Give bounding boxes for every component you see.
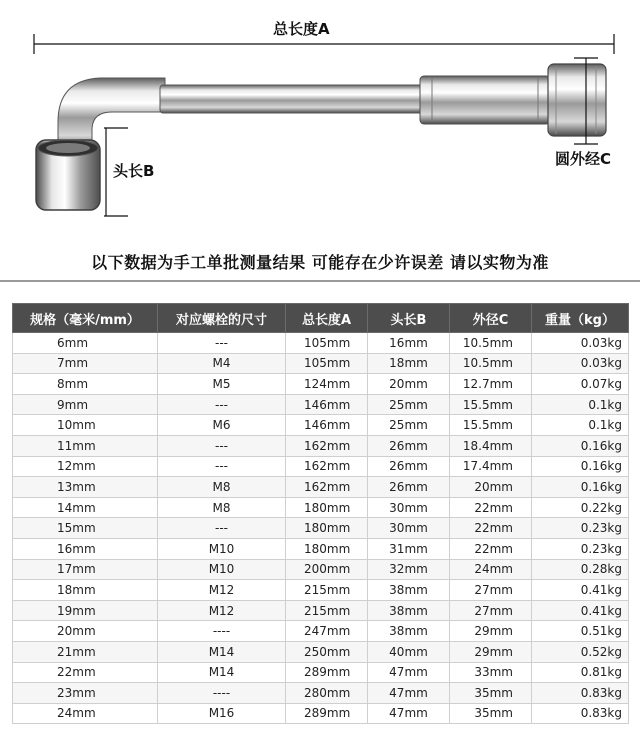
- cell-bolt-size: ----: [158, 683, 286, 704]
- cell-weight: 0.23kg: [532, 518, 629, 539]
- header-bolt-size: 对应螺栓的尺寸: [158, 304, 286, 333]
- cell-total-length: 162mm: [286, 477, 368, 498]
- cell-spec: 14mm: [13, 497, 158, 518]
- total-length-label: 总长度A: [270, 20, 333, 38]
- header-total-length: 总长度A: [286, 304, 368, 333]
- cell-head-length: 18mm: [368, 353, 450, 374]
- cell-bolt-size: M12: [158, 580, 286, 601]
- cell-spec: 17mm: [13, 559, 158, 580]
- cell-bolt-size: M12: [158, 600, 286, 621]
- cell-total-length: 215mm: [286, 600, 368, 621]
- cell-outer-diameter: 15.5mm: [450, 394, 532, 415]
- cell-weight: 0.03kg: [532, 353, 629, 374]
- cell-total-length: 105mm: [286, 353, 368, 374]
- cell-weight: 0.41kg: [532, 580, 629, 601]
- table-row: [13, 374, 629, 395]
- table-row: [13, 353, 629, 374]
- cell-weight: 0.52kg: [532, 641, 629, 662]
- table-row: [13, 477, 629, 498]
- cell-bolt-size: M6: [158, 415, 286, 436]
- cell-outer-diameter: 22mm: [450, 497, 532, 518]
- table-row: [13, 497, 629, 518]
- cell-weight: 0.22kg: [532, 497, 629, 518]
- cell-bolt-size: M8: [158, 497, 286, 518]
- cell-bolt-size: ---: [158, 518, 286, 539]
- table-row: [13, 415, 629, 436]
- cell-head-length: 25mm: [368, 415, 450, 436]
- cell-outer-diameter: 24mm: [450, 559, 532, 580]
- cell-head-length: 38mm: [368, 600, 450, 621]
- cell-head-length: 47mm: [368, 683, 450, 704]
- cell-bolt-size: M16: [158, 703, 286, 724]
- cell-bolt-size: ---: [158, 435, 286, 456]
- cell-bolt-size: M10: [158, 559, 286, 580]
- cell-head-length: 47mm: [368, 662, 450, 683]
- cell-total-length: 105mm: [286, 333, 368, 354]
- cell-spec: 6mm: [13, 333, 158, 354]
- cell-spec: 13mm: [13, 477, 158, 498]
- cell-outer-diameter: 35mm: [450, 703, 532, 724]
- cell-total-length: 180mm: [286, 497, 368, 518]
- cell-head-length: 30mm: [368, 518, 450, 539]
- cell-bolt-size: M10: [158, 538, 286, 559]
- cell-outer-diameter: 17.4mm: [450, 456, 532, 477]
- cell-weight: 0.81kg: [532, 662, 629, 683]
- table-row: [13, 559, 629, 580]
- cell-outer-diameter: 20mm: [450, 477, 532, 498]
- cell-head-length: 26mm: [368, 456, 450, 477]
- cell-weight: 0.41kg: [532, 600, 629, 621]
- cell-spec: 7mm: [13, 353, 158, 374]
- cell-spec: 24mm: [13, 703, 158, 724]
- cell-bolt-size: M14: [158, 641, 286, 662]
- cell-outer-diameter: 29mm: [450, 641, 532, 662]
- cell-head-length: 26mm: [368, 477, 450, 498]
- cell-head-length: 47mm: [368, 703, 450, 724]
- spec-table-section: [0, 283, 640, 741]
- cell-head-length: 40mm: [368, 641, 450, 662]
- cell-head-length: 25mm: [368, 394, 450, 415]
- cell-outer-diameter: 22mm: [450, 518, 532, 539]
- cell-total-length: 162mm: [286, 435, 368, 456]
- cell-total-length: 146mm: [286, 415, 368, 436]
- table-row: [13, 456, 629, 477]
- cell-bolt-size: M5: [158, 374, 286, 395]
- cell-spec: 19mm: [13, 600, 158, 621]
- cell-spec: 22mm: [13, 662, 158, 683]
- cell-bolt-size: ---: [158, 333, 286, 354]
- cell-total-length: 200mm: [286, 559, 368, 580]
- table-row: [13, 683, 629, 704]
- cell-outer-diameter: 22mm: [450, 538, 532, 559]
- table-row: [13, 580, 629, 601]
- cell-head-length: 26mm: [368, 435, 450, 456]
- cell-weight: 0.16kg: [532, 456, 629, 477]
- cell-bolt-size: ---: [158, 456, 286, 477]
- cell-spec: 18mm: [13, 580, 158, 601]
- cell-spec: 9mm: [13, 394, 158, 415]
- cell-bolt-size: ---: [158, 394, 286, 415]
- cell-weight: 0.51kg: [532, 621, 629, 642]
- cell-total-length: 146mm: [286, 394, 368, 415]
- cell-total-length: 289mm: [286, 662, 368, 683]
- cell-outer-diameter: 10.5mm: [450, 353, 532, 374]
- cell-head-length: 20mm: [368, 374, 450, 395]
- cell-weight: 0.28kg: [532, 559, 629, 580]
- header-head-length: 头长B: [368, 304, 450, 333]
- cell-total-length: 180mm: [286, 518, 368, 539]
- cell-bolt-size: M14: [158, 662, 286, 683]
- table-row: [13, 662, 629, 683]
- cell-weight: 0.83kg: [532, 683, 629, 704]
- cell-weight: 0.1kg: [532, 415, 629, 436]
- cell-total-length: 180mm: [286, 538, 368, 559]
- cell-outer-diameter: 18.4mm: [450, 435, 532, 456]
- table-row: [13, 333, 629, 354]
- table-row: [13, 538, 629, 559]
- table-row: [13, 394, 629, 415]
- cell-total-length: 250mm: [286, 641, 368, 662]
- cell-spec: 11mm: [13, 435, 158, 456]
- product-figure: [0, 0, 640, 240]
- cell-head-length: 32mm: [368, 559, 450, 580]
- table-row: [13, 703, 629, 724]
- wrench-body: [36, 64, 606, 210]
- cell-outer-diameter: 12.7mm: [450, 374, 532, 395]
- cell-weight: 0.03kg: [532, 333, 629, 354]
- cell-total-length: 247mm: [286, 621, 368, 642]
- cell-bolt-size: M8: [158, 477, 286, 498]
- cell-head-length: 30mm: [368, 497, 450, 518]
- cell-bolt-size: ----: [158, 621, 286, 642]
- cell-total-length: 215mm: [286, 580, 368, 601]
- cell-outer-diameter: 33mm: [450, 662, 532, 683]
- cell-outer-diameter: 35mm: [450, 683, 532, 704]
- header-weight: 重量（kg）: [532, 304, 629, 333]
- cell-outer-diameter: 10.5mm: [450, 333, 532, 354]
- spec-table: [12, 303, 629, 724]
- cell-total-length: 124mm: [286, 374, 368, 395]
- cell-total-length: 280mm: [286, 683, 368, 704]
- table-row: [13, 518, 629, 539]
- cell-spec: 23mm: [13, 683, 158, 704]
- measurement-notice: 以下数据为手工单批测量结果 可能存在少许误差 请以实物为准: [91, 253, 549, 272]
- cell-weight: 0.1kg: [532, 394, 629, 415]
- table-row: [13, 621, 629, 642]
- cell-weight: 0.16kg: [532, 435, 629, 456]
- header-spec: 规格（毫米/mm）: [13, 304, 158, 333]
- table-header-row: [13, 304, 629, 333]
- cell-total-length: 162mm: [286, 456, 368, 477]
- cell-outer-diameter: 29mm: [450, 621, 532, 642]
- cell-total-length: 289mm: [286, 703, 368, 724]
- cell-spec: 15mm: [13, 518, 158, 539]
- table-row: [13, 641, 629, 662]
- cell-spec: 21mm: [13, 641, 158, 662]
- cell-bolt-size: M4: [158, 353, 286, 374]
- cell-outer-diameter: 27mm: [450, 600, 532, 621]
- cell-spec: 16mm: [13, 538, 158, 559]
- cell-spec: 10mm: [13, 415, 158, 436]
- cell-spec: 20mm: [13, 621, 158, 642]
- cell-weight: 0.16kg: [532, 477, 629, 498]
- cell-weight: 0.23kg: [532, 538, 629, 559]
- cell-weight: 0.07kg: [532, 374, 629, 395]
- head-length-label: 头长B: [110, 162, 157, 180]
- cell-weight: 0.83kg: [532, 703, 629, 724]
- cell-head-length: 38mm: [368, 580, 450, 601]
- header-outer-diameter: 外径C: [450, 304, 532, 333]
- cell-head-length: 16mm: [368, 333, 450, 354]
- cell-spec: 8mm: [13, 374, 158, 395]
- section-divider: [0, 280, 640, 282]
- table-row: [13, 435, 629, 456]
- outer-diameter-label: 圆外经C: [552, 150, 614, 168]
- cell-head-length: 31mm: [368, 538, 450, 559]
- table-row: [13, 600, 629, 621]
- cell-spec: 12mm: [13, 456, 158, 477]
- cell-outer-diameter: 27mm: [450, 580, 532, 601]
- cell-outer-diameter: 15.5mm: [450, 415, 532, 436]
- cell-head-length: 38mm: [368, 621, 450, 642]
